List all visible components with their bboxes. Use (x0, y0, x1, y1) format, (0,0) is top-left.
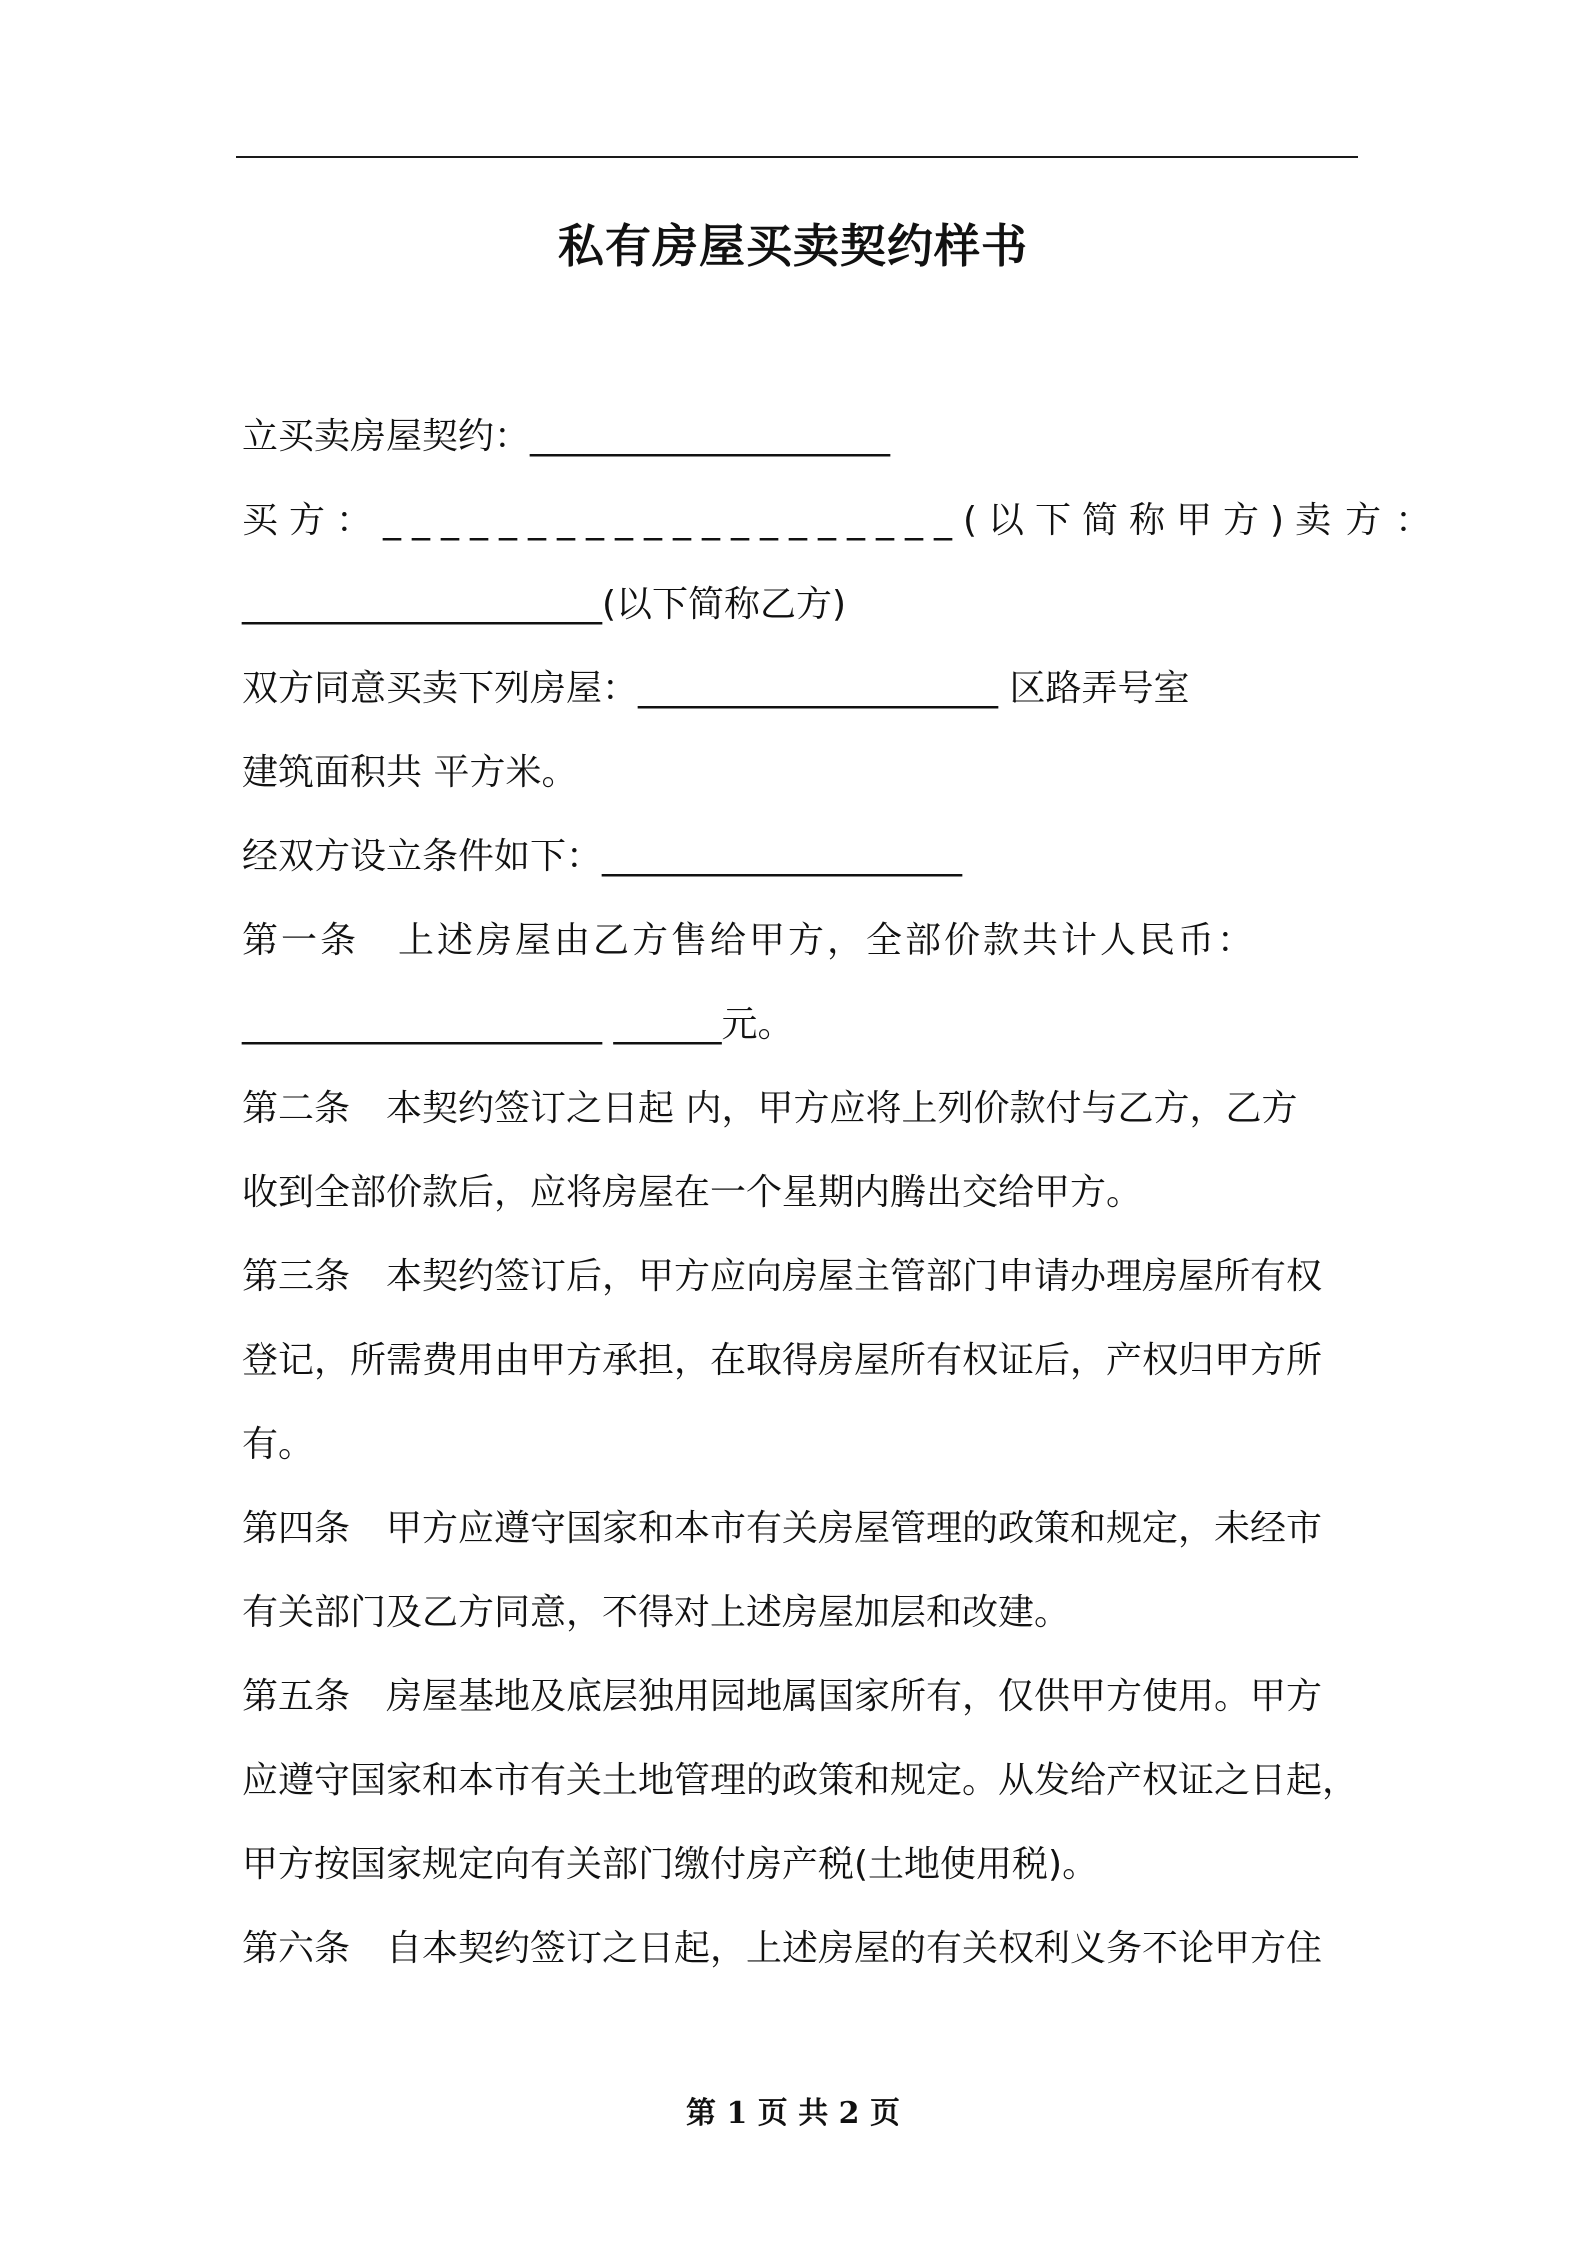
text-line-article-5: 第五条 房屋基地及底层独用园地属国家所有，仅供甲方使用。甲方 (242, 1676, 1323, 1717)
text-line: 双方同意买卖下列房屋：____________________ 区路弄号室 (242, 668, 1190, 709)
text-line: 立买卖房屋契约：____________________ (242, 416, 891, 457)
text-line-article-3: 第三条 本契约签订后，甲方应向房屋主管部门申请办理房屋所有权 (242, 1256, 1323, 1297)
text-line-article-1: 第一条 上述房屋由乙方售给甲方，全部价款共计人民币： (242, 920, 1257, 961)
header-rule (236, 156, 1358, 158)
text-line: 有。 (242, 1424, 315, 1465)
text-line: 收到全部价款后，应将房屋在一个星期内腾出交给甲方。 (242, 1172, 1143, 1213)
text-line: 经双方设立条件如下：____________________ (242, 836, 963, 877)
seller-label: 卖方： (1295, 500, 1446, 541)
text-line: ____________________(以下简称乙方) (242, 584, 847, 625)
text-line-article-4: 第四条 甲方应遵守国家和本市有关房屋管理的政策和规定，未经市 (242, 1508, 1323, 1549)
text-line: 登记，所需费用由甲方承担，在取得房屋所有权证后，产权归甲方所 (242, 1340, 1323, 1381)
buyer-clause: 买方：____________________(以下简称甲方) (242, 500, 1296, 541)
text-line-article-2: 第二条 本契约签订之日起 内，甲方应将上列价款付与乙方，乙方 (242, 1088, 1298, 1129)
text-line-article-6: 第六条 自本契约签订之日起，上述房屋的有关权利义务不论甲方住 (242, 1928, 1323, 1969)
text-line-buyer-seller (242, 496, 1446, 546)
text-line: 甲方按国家规定向有关部门缴付房产税(土地使用税)。 (242, 1844, 1099, 1885)
text-line: 有关部门及乙方同意，不得对上述房屋加层和改建。 (242, 1592, 1071, 1633)
document-title: 私有房屋买卖契约样书 (558, 219, 1028, 273)
text-line: ____________________ ______元。 (242, 1004, 794, 1045)
page-number-footer: 第 1 页 共 2 页 (686, 2096, 900, 2131)
text-line: 应遵守国家和本市有关土地管理的政策和规定。从发给产权证之日起， (242, 1760, 1359, 1801)
text-line: 建筑面积共 平方米。 (242, 752, 578, 793)
